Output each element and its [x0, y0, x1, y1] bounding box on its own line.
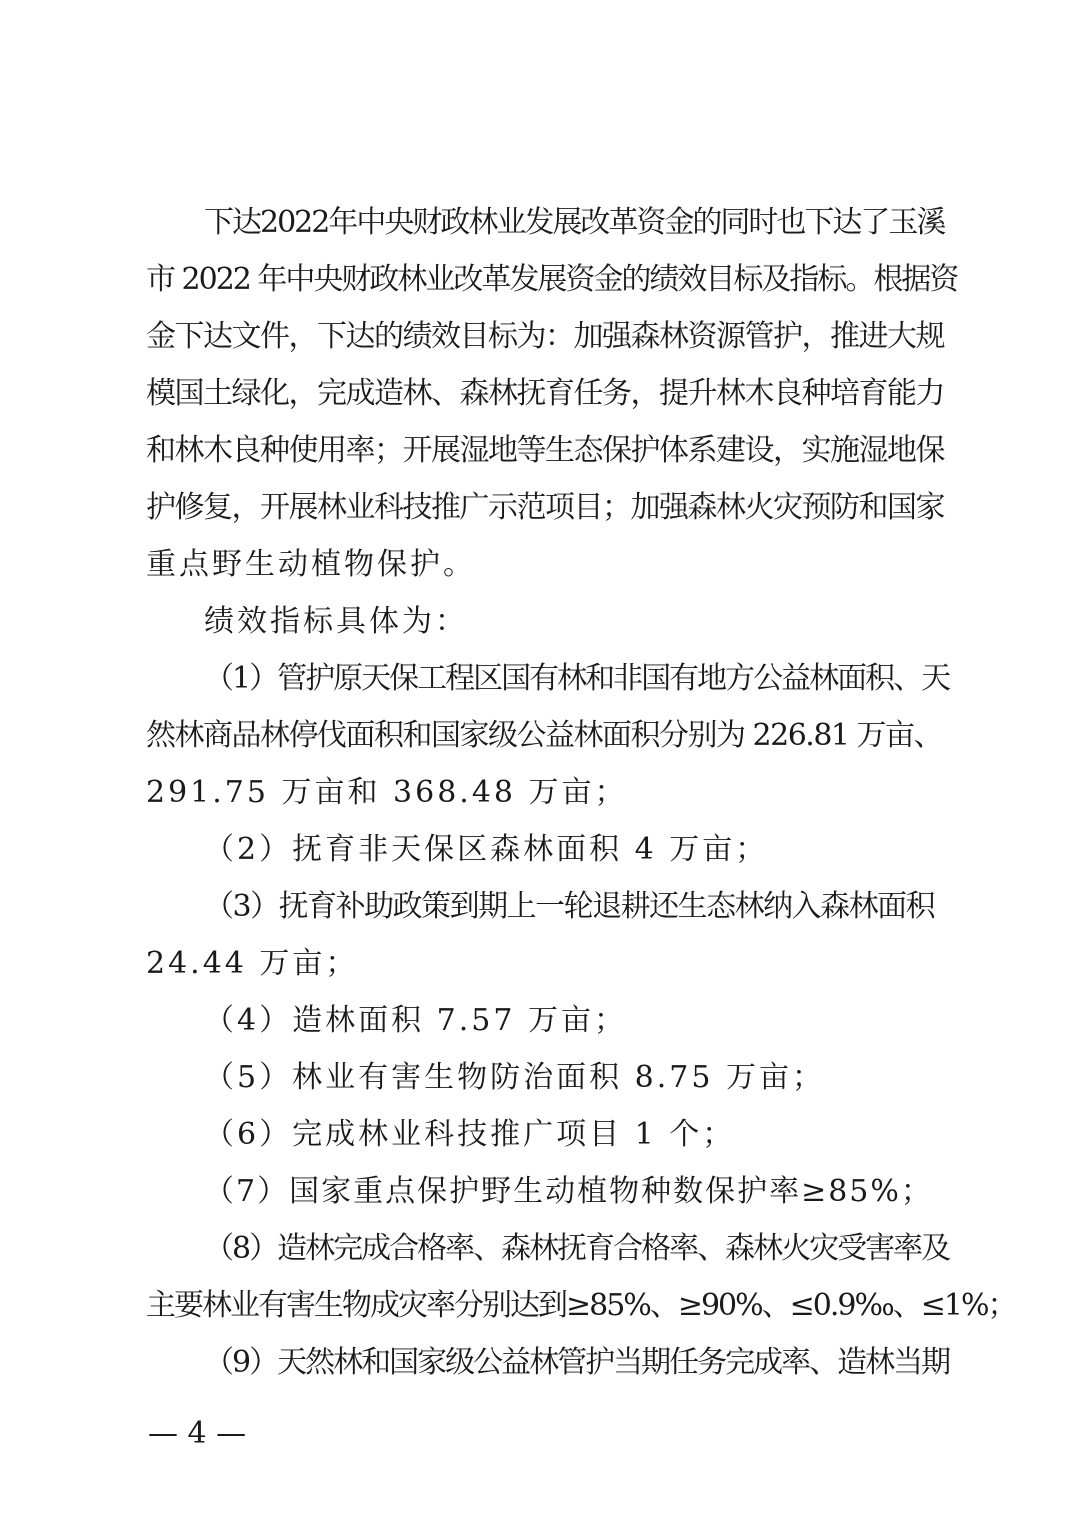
text-line: （6）完成林业科技推广项目 1 个； [204, 1117, 736, 1152]
text-line: 绩效指标具体为： [204, 604, 468, 639]
text-line: （2）抚育非天保区森林面积 4 万亩； [204, 832, 769, 867]
page-number: — 4 — [148, 1416, 247, 1451]
text-line: 模国土绿化，完成造林、森林抚育任务，提升林木良种培育能力 [146, 376, 944, 411]
text-line: （1）管护原天保工程区国有林和非国有地方公益林面积、天 [204, 661, 950, 696]
text-line: （7）国家重点保护野生动植物种数保护率≥85%； [204, 1174, 933, 1209]
text-line: 291.75 万亩和 368.48 万亩； [146, 775, 628, 810]
text-line: 金下达文件，下达的绩效目标为：加强森林资源管护，推进大规 [146, 319, 944, 354]
text-line: 然林商品林停伐面积和国家级公益林面积分别为 226.81 万亩、 [146, 718, 943, 753]
text-line: （9）天然林和国家级公益林管护当期任务完成率、造林当期 [204, 1345, 950, 1380]
text-line: （5）林业有害生物防治面积 8.75 万亩； [204, 1060, 825, 1095]
text-line: 主要林业有害生物成灾率分别达到≥85%、≥90%、≤0.9‰、≤1%； [146, 1288, 1016, 1323]
text-line: 和林木良种使用率；开展湿地等生态保护体系建设，实施湿地保 [146, 433, 944, 468]
text-line: （8）造林完成合格率、森林抚育合格率、森林火灾受害率及 [204, 1231, 950, 1266]
text-line: （3）抚育补助政策到期上一轮退耕还生态林纳入森林面积 [204, 889, 935, 924]
text-line: 24.44 万亩； [146, 946, 359, 981]
text-line: 下达2022年中央财政林业发展改革资金的同时也下达了玉溪 [204, 205, 945, 240]
text-line: 重点野生动植物保护。 [146, 547, 476, 582]
text-line: （4）造林面积 7.57 万亩； [204, 1003, 627, 1038]
text-line: 护修复，开展林业科技推广示范项目；加强森林火灾预防和国家 [146, 490, 944, 525]
text-line: 市 2022 年中央财政林业改革发展资金的绩效目标及指标。根据资 [146, 262, 958, 297]
